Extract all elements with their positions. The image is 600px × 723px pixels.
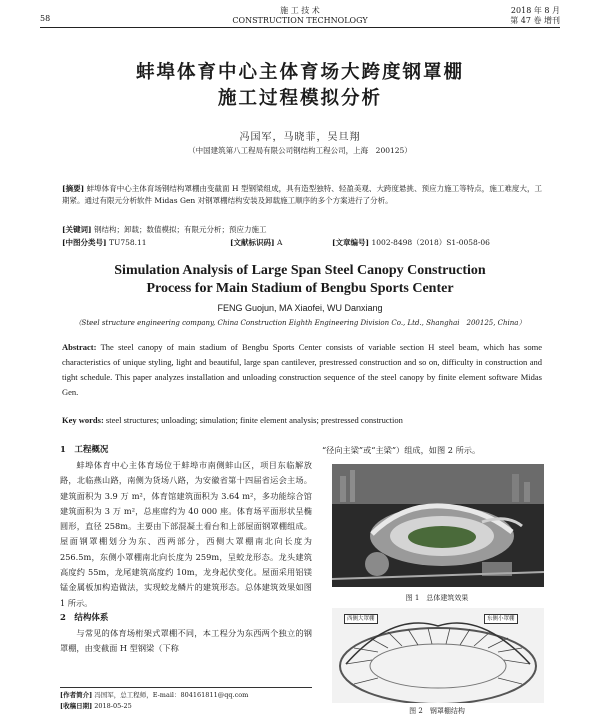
figure-1-image: [332, 464, 544, 587]
document-code: [文献标识码] A: [230, 238, 283, 247]
title-en-line-2: Process for Main Stadium of Bengbu Sports Center: [146, 281, 454, 296]
keywords-cn-label: [关键词]: [62, 225, 92, 234]
figure-2-image: [332, 608, 544, 703]
abstract-cn-label: [摘要]: [62, 184, 85, 193]
abstract-en-label: Abstract:: [62, 342, 97, 352]
abstract-cn-text: 蚌埠体育中心主体育场钢结构罩棚由变截面 H 型钢梁组成，具有造型独特、轻盈美观、大跨度悬挑、预应力施工等特点，施工难度大，工期紧。通过有限元分析软件 Midas Gen 对钢罩棚结构安装及卸载施工顺序的多个方案进行了分析。: [62, 184, 542, 205]
footnote-received: [收稿日期] 2018-05-25: [60, 702, 132, 710]
section-1-paragraph: 蚌埠体育中心主体育场位于蚌埠市南侧蚌山区，项目东临解放路，北临燕山路，南侧为货场八路，为安徽省第十四届省运会主场。建筑面积为 3.9 万 m²，体育馆建筑面积为 3.64 m²，多功能综合馆建筑面积为 3 万 m²，总座席约为 40 000 座。体育场平面形状呈椭圆形，直径 258m。主要由下部混凝土看台和上部屋面钢罩棚组成。屋面钢罩棚划分为东、西两部分，西侧大罩棚南北向长度为 256.5m，东侧小罩棚南北向长度为 259m，呈蛟龙形态。龙头建筑高度约 55m，龙尾建筑高度约 10m，龙身起伏变化。屋面采用铝镁锰金属板加构造做法，实现蛟龙鳞片的建筑形态。总体建筑效果如图 1 所示。: [60, 460, 312, 608]
stadium-rendering-icon: [332, 464, 544, 587]
abstract-cn: [62, 183, 542, 207]
clc-number: [中图分类号] TU758.11: [62, 238, 147, 247]
page-number: 58: [40, 14, 51, 23]
issue-info: [510, 6, 560, 26]
affiliation-en: （Steel structure engineering company, China Construction Eighth Engineering Division Co., Ltd., Shanghai 200125, China）: [74, 319, 526, 327]
left-column: [60, 443, 312, 657]
affiliation-cn: （中国建筑第八工程局有限公司钢结构工程公司，上海 200125）: [188, 146, 412, 155]
keywords-en-text: steel structures; unloading; simulation; finite element analysis; prestressed construction: [105, 415, 403, 425]
abstract-en: [62, 340, 542, 400]
footnote: [60, 687, 312, 712]
footnote-author: [作者简介] 冯国军，总工程师，E-mail：804161811@qq.com: [60, 691, 249, 699]
title-cn-line-1: 蚌埠体育中心主体育场大跨度钢罩棚: [135, 62, 464, 83]
title-cn: [0, 60, 600, 112]
keywords-cn-text: 钢结构；卸载；数值模拟；有限元分析；预应力施工: [94, 225, 267, 234]
figure-2-caption: 图 2 钢罩棚结构: [409, 707, 465, 715]
title-en: [0, 262, 600, 298]
journal-name: [40, 6, 560, 26]
keywords-cn: [62, 224, 542, 236]
title-cn-line-2: 施工过程模拟分析: [217, 88, 382, 109]
authors-cn: 冯国军，马晓菲，吴旦翔: [239, 132, 361, 143]
issue-date: 2018 年 8 月: [510, 6, 560, 15]
right-column-text: “径向主梁”或“主梁”）组成，如图 2 所示。: [322, 445, 481, 455]
issue-volume: 第 47 卷 增刊: [510, 16, 560, 25]
page-header: [40, 6, 560, 28]
figure-1-caption: 图 1 总体建筑效果: [405, 594, 469, 602]
section-1-heading: 1 工程概况: [60, 445, 109, 455]
label-east-canopy: 东侧小罩棚: [484, 614, 518, 624]
authors-en: FENG Guojun, MA Xiaofei, WU Danxiang: [217, 303, 383, 313]
abstract-en-text: The steel canopy of main stadium of Bengbu Sports Center consists of variable section H steel beam, which has some characteristics of unique styling, light and beautiful, large span cantilever, prestressed construction and so on, difficulty in construction and tight schedule. This paper analyzes installation and unloading construction sequence of the steel canopy by finite element software Midas Gen.: [62, 342, 542, 397]
keywords-en: [62, 414, 542, 427]
section-2-paragraph: 与常见的体育场桁架式罩棚不同，本工程分为东西两个独立的钢罩棚，由变截面 H 型钢梁（下称: [60, 627, 312, 654]
journal-name-en: CONSTRUCTION TECHNOLOGY: [232, 16, 368, 25]
keywords-en-label: Key words:: [62, 415, 104, 425]
section-2-heading: 2 结构体系: [60, 612, 109, 623]
journal-name-cn: 施 工 技 术: [280, 6, 320, 15]
title-en-line-1: Simulation Analysis of Large Span Steel Canopy Construction: [114, 263, 486, 278]
article-number: [文章编号] 1002-8498（2018）S1-0058-06: [332, 238, 490, 247]
label-west-canopy: 西侧大罩棚: [344, 614, 378, 624]
